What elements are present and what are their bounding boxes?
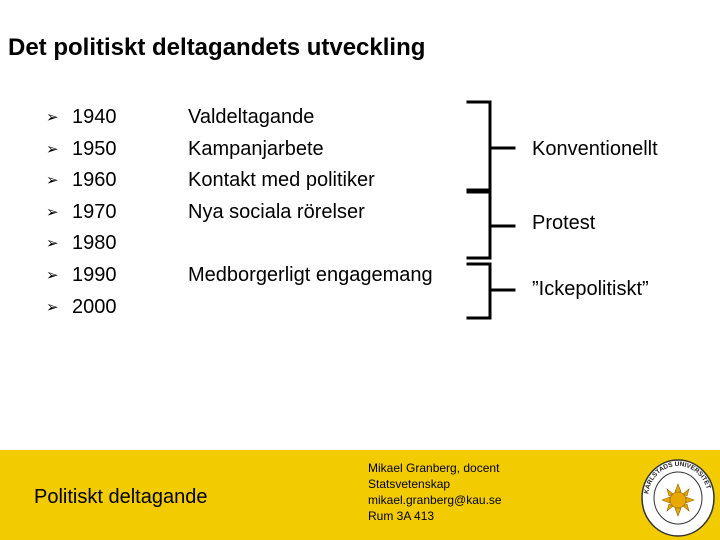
svg-text:KARLSTADS UNIVERSITET: KARLSTADS UNIVERSITET [643, 460, 712, 495]
arrow-bullet-icon: ➢ [46, 109, 59, 126]
arrow-bullet-icon: ➢ [46, 140, 59, 158]
year-item: ➢ 1940 [46, 102, 117, 134]
year-item: ➢ 1960 [46, 165, 117, 197]
category-protest: Protest [532, 212, 596, 234]
year-item: ➢ 2000 [46, 292, 117, 324]
slide-title: Det politiskt deltagandets utveckling [8, 34, 426, 61]
footer-title: Politiskt deltagande [34, 486, 208, 508]
topic-kontakt: Kontakt med politiker [188, 169, 375, 191]
footer-contact [368, 460, 502, 524]
category-konventionellt: Konventionellt [532, 138, 658, 160]
arrow-bullet-icon: ➢ [46, 298, 59, 316]
bracket-konventionellt [468, 102, 496, 190]
year-item: ➢ 1980 [46, 228, 117, 260]
university-logo [640, 458, 716, 538]
topic-sociala-rorelser: Nya sociala rörelser [188, 201, 365, 223]
bracket-ickepolitiskt [468, 264, 496, 318]
contact-name: Mikael Granberg, docent [368, 461, 500, 475]
arrow-bullet-icon: ➢ [46, 203, 59, 221]
topic-valdeltagande: Valdeltagande [188, 106, 315, 128]
contact-room: Rum 3A 413 [368, 509, 435, 523]
category-ickepolitiskt: ”Ickepolitiskt” [532, 278, 649, 300]
topic-kampanjarbete: Kampanjarbete [188, 138, 324, 160]
year-item: ➢ 1950 [46, 134, 117, 166]
year-item: ➢ 1970 [46, 197, 117, 229]
contact-department: Statsvetenskap [368, 477, 451, 491]
arrow-bullet-icon: ➢ [46, 266, 59, 284]
topic-medborgerligt: Medborgerligt engagemang [188, 264, 433, 286]
contact-email: mikael.granberg@kau.se [368, 493, 502, 507]
arrow-bullet-icon: ➢ [46, 172, 59, 190]
year-item: ➢ 1990 [46, 260, 117, 292]
arrow-bullet-icon: ➢ [46, 235, 59, 253]
bracket-protest [468, 192, 496, 258]
